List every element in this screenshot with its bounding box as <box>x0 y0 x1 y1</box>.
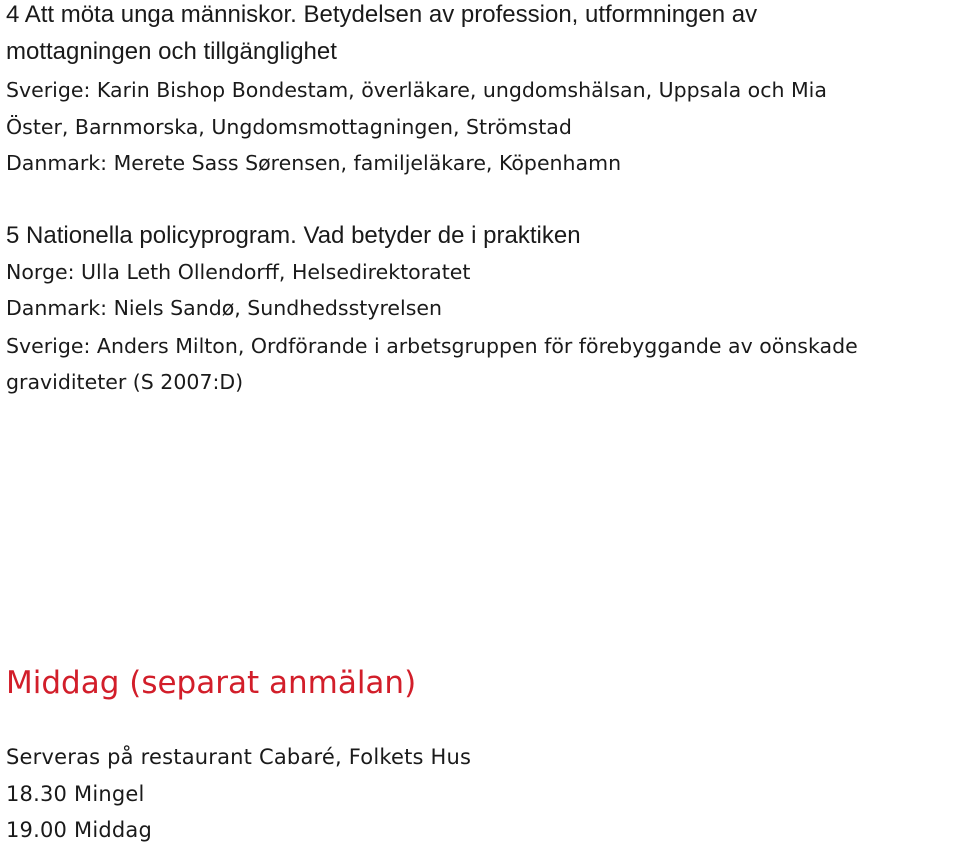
session5-heading: 5 Nationella policyprogram. Vad betyder de i praktiken <box>6 222 581 249</box>
dinner-line-3: 19.00 Middag <box>6 818 153 842</box>
session5-line-2: Danmark: Niels Sandø, Sundhedsstyrelsen <box>6 296 443 320</box>
session4-line-3: Danmark: Merete Sass Sørensen, familjeläkare, Köpenhamn <box>6 151 622 175</box>
dinner-heading: Middag (separat anmälan) <box>6 665 417 701</box>
session4-heading-line2: mottagningen och tillgänglighet <box>6 38 337 65</box>
session4-line-1: Sverige: Karin Bishop Bondestam, överläkare, ungdomshälsan, Uppsala och Mia <box>6 78 827 102</box>
session5-line-3: Sverige: Anders Milton, Ordförande i arbetsgruppen för förebyggande av oönskade <box>6 334 858 358</box>
session4-line-2: Öster, Barnmorska, Ungdomsmottagningen, Strömstad <box>6 115 572 139</box>
session5-line-4: graviditeter (S 2007:D) <box>6 370 244 394</box>
dinner-line-1: Serveras på restaurant Cabaré, Folkets Hus <box>6 745 472 769</box>
dinner-line-2: 18.30 Mingel <box>6 782 145 806</box>
session5-line-1: Norge: Ulla Leth Ollendorff, Helsedirektoratet <box>6 260 471 284</box>
session4-heading-line1: 4 Att möta unga människor. Betydelsen av profession, utformningen av <box>6 1 758 28</box>
